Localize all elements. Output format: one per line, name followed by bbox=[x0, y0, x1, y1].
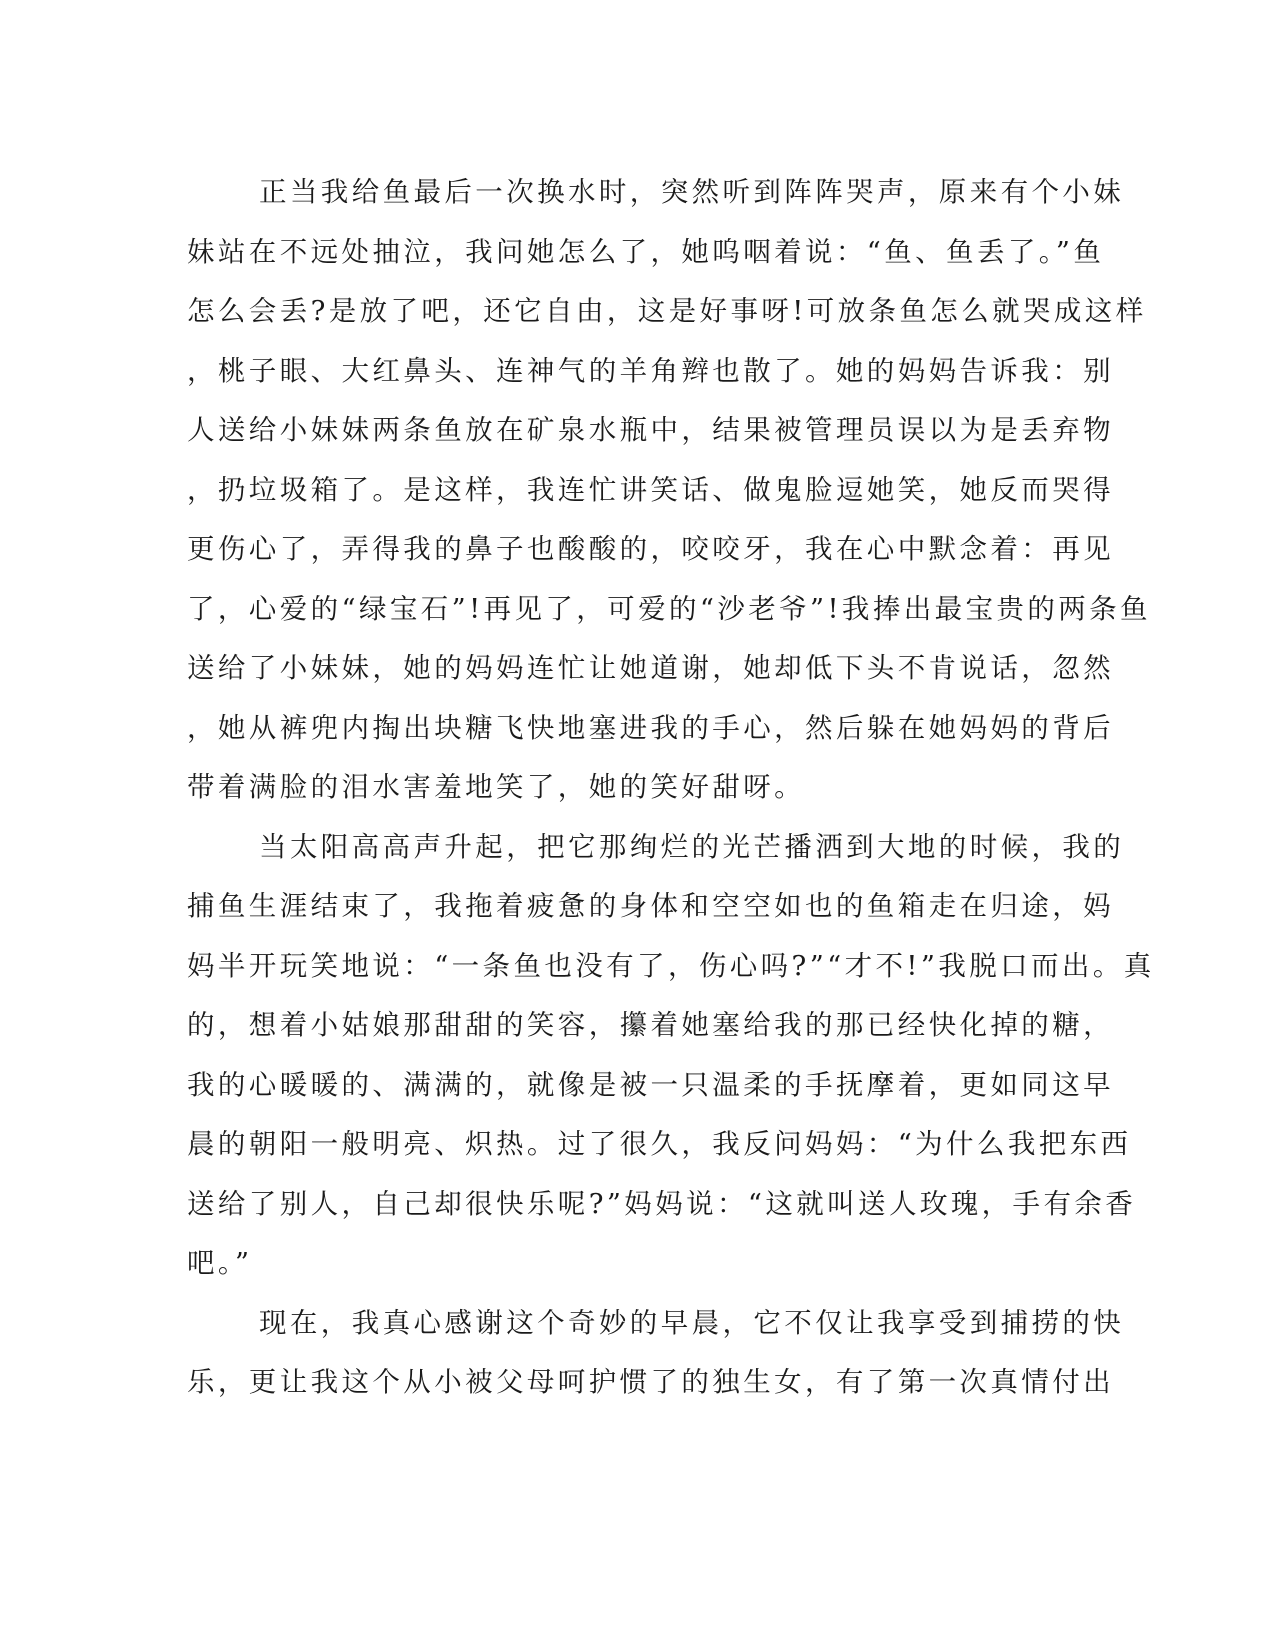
text-line: 妈半开玩笑地说：“一条鱼也没有了，伤心吗?”“才不!”我脱口而出。真 bbox=[187, 949, 1155, 982]
paragraph-3 bbox=[187, 1294, 1125, 1413]
text-line: 送给了别人，自己却很快乐呢?”妈妈说：“这就叫送人玫瑰，手有余香 bbox=[187, 1187, 1137, 1220]
text-line: ，她从裤兜内掏出块糖飞快地塞进我的手心，然后躲在她妈妈的背后 bbox=[187, 711, 1114, 744]
paragraph-1 bbox=[187, 163, 1151, 818]
text-line: 人送给小妹妹两条鱼放在矿泉水瓶中，结果被管理员误以为是丢弃物 bbox=[187, 414, 1114, 446]
text-line: 吧。” bbox=[187, 1247, 253, 1279]
text-line: 晨的朝阳一般明亮、炽热。过了很久，我反问妈妈：“为什么我把东西 bbox=[187, 1128, 1132, 1160]
text-line: 我的心暖暖的、满满的，就像是被一只温柔的手抚摩着，更如同这早 bbox=[187, 1068, 1114, 1101]
text-line: 怎么会丢?是放了吧，还它自由，这是好事呀!可放条鱼怎么就哭成这样 bbox=[187, 295, 1147, 327]
text-line: 带着满脸的泪水害羞地笑了，她的笑好甜呀。 bbox=[187, 771, 805, 803]
text-line: 妹站在不远处抽泣，我问她怎么了，她呜咽着说：“鱼、鱼丢了。”鱼 bbox=[187, 235, 1105, 268]
text-line: 正当我给鱼最后一次换水时，突然听到阵阵哭声，原来有个小妹 bbox=[259, 176, 1125, 208]
text-line: 更伤心了，弄得我的鼻子也酸酸的，咬咬牙，我在心中默念着：再见 bbox=[187, 533, 1114, 565]
document-body bbox=[187, 163, 1155, 1413]
text-line: 乐，更让我这个从小被父母呵护惯了的独生女，有了第一次真情付出 bbox=[187, 1366, 1114, 1398]
text-line: 送给了小妹妹，她的妈妈连忙让她道谢，她却低下头不肯说话，忽然 bbox=[187, 652, 1114, 684]
text-line: ，扔垃圾箱了。是这样，我连忙讲笑话、做鬼脸逗她笑，她反而哭得 bbox=[187, 473, 1114, 506]
paragraph-2 bbox=[187, 818, 1155, 1294]
text-line: 了，心爱的“绿宝石”!再见了，可爱的“沙老爷”!我捧出最宝贵的两条鱼 bbox=[187, 592, 1151, 625]
text-line: 的，想着小姑娘那甜甜的笑容，攥着她塞给我的那已经快化掉的糖， bbox=[187, 1009, 1114, 1041]
text-line: 现在，我真心感谢这个奇妙的早晨，它不仅让我享受到捕捞的快 bbox=[259, 1306, 1125, 1339]
text-line: 当太阳高高声升起，把它那绚烂的光芒播洒到大地的时候，我的 bbox=[259, 830, 1125, 863]
text-line: 捕鱼生涯结束了，我拖着疲惫的身体和空空如也的鱼箱走在归途，妈 bbox=[187, 890, 1114, 922]
text-line: ，桃子眼、大红鼻头、连神气的羊角辫也散了。她的妈妈告诉我：别 bbox=[187, 354, 1114, 387]
